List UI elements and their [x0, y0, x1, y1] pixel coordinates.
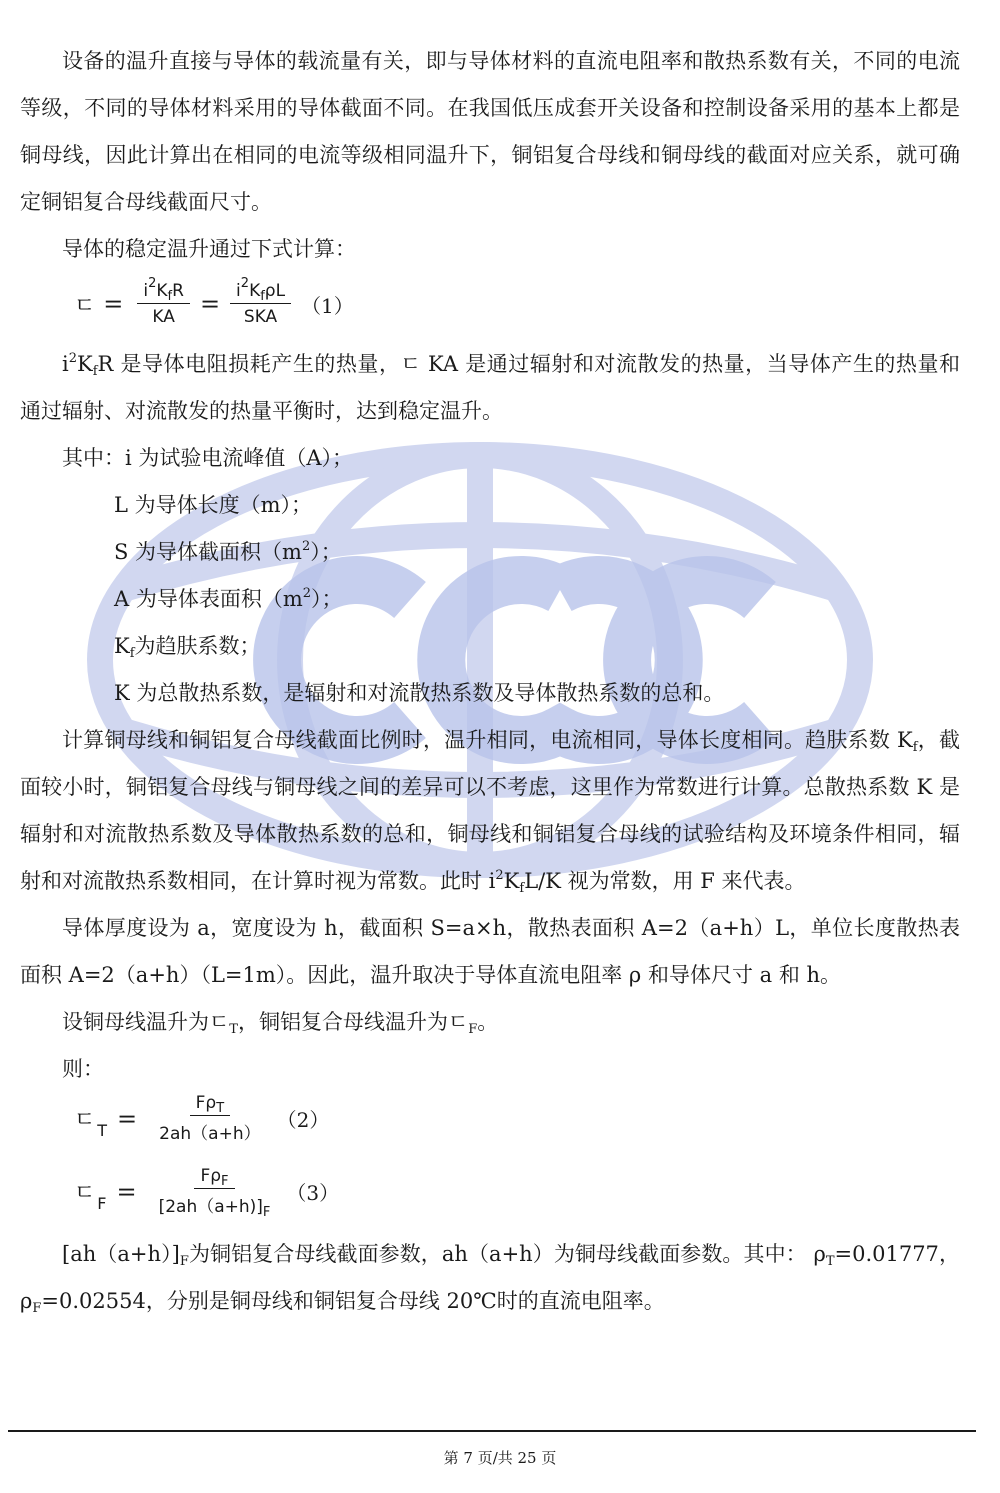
paragraph-intro: 设备的温升直接与导体的载流量有关，即与导体材料的直流电阻率和散热系数有关，不同的电流等级，不同的导体材料采用的导体截面不同。在我国低压成套开关设备和控制设备采用的基本上都是铜母线，因此计算出在相同的电流等级相同温升下，铜铝复合母线和铜母线的截面对应关系，就可确定铜铝复合母线截面尺寸。: [20, 49, 960, 214]
page-number: 第 7 页/共 25 页: [443, 1449, 557, 1467]
fraction-numerator: $i^2K_fR$: [137, 281, 190, 304]
tau-subscript: T: [97, 1121, 108, 1140]
fraction-1: [137, 276, 190, 327]
paragraph-then: 则：: [62, 1057, 104, 1081]
equation-2: [20, 1093, 960, 1144]
definition-a: A 为导体表面积$(m^2)$；: [114, 586, 343, 611]
tau-subscript: F: [97, 1194, 107, 1213]
equation-number: （1）: [301, 293, 354, 318]
fraction-2: [230, 276, 291, 327]
definition-s: S 为导体截面积$(m^2)$；: [114, 539, 342, 564]
equation-1: [20, 276, 960, 327]
footer-divider: [8, 1430, 976, 1432]
equation-number: （3）: [286, 1181, 340, 1205]
equals-sign: =: [199, 290, 221, 318]
fraction-denominator: $[2ah(a+h)]_F$: [158, 1197, 271, 1220]
equation-number: （2）: [276, 1108, 330, 1132]
definition-k: K 为总散热系数，是辐射和对流散热系数及导体散热系数的总和。: [114, 681, 725, 705]
equals-sign: =: [103, 290, 124, 318]
definition-kf: $K_f$为趋肤系数；: [114, 634, 261, 661]
paragraph-dimensions: 导体厚度设为 a，宽度设为 h，截面积 S=a×h，散热表面积 A=2（a+h）L，单位长度散热表面积 A=2（a+h）（L=1m）。因此，温升取决于导体直流电阻率 ρ 和导体尺寸 a 和 h。: [20, 916, 960, 987]
fraction-eq3: [153, 1166, 277, 1220]
paragraph-where: 其中：i 为试验电流峰值（A）；: [62, 446, 354, 470]
fraction-numerator: $F\rho_T$: [190, 1093, 231, 1116]
fraction-numerator: $F\rho_F$: [194, 1166, 234, 1189]
tau-symbol: ㄷ: [74, 293, 96, 319]
paragraph-formula-intro: 导体的稳定温升通过下式计算：: [62, 237, 356, 261]
fraction-eq2: [153, 1093, 266, 1144]
tau-symbol: ㄷ: [74, 1181, 96, 1206]
fraction-numerator: $i^2K_f\rho L$: [230, 281, 291, 304]
paragraph-heat-balance: $i^2K_fR$ 是导体电阻损耗产生的热量，ㄷ KA 是通过辐射和对流散发的热量，当导体产生的热量和通过辐射、对流散发的热量平衡时，达到稳定温升。: [20, 351, 960, 423]
paragraph-section-params: $[ah(a+h)]_F$为铜铝复合母线截面参数，ah（a+h）为铜母线截面参数。其中： $\rho_T=0.01777$，$\rho_F=0.02554$，分别是铜母线和铜铝复合母线 20℃时的直流电阻率。: [20, 1242, 960, 1316]
document-body: [20, 38, 960, 1325]
paragraph-temp-rise-def: 设铜母线温升为ㄷ$_T$，铜铝复合母线温升为ㄷ$_F$。: [62, 1010, 499, 1037]
fraction-denominator: SKA: [243, 307, 278, 327]
equals-sign: =: [117, 1104, 138, 1133]
tau-symbol: ㄷ: [74, 1108, 96, 1133]
paragraph-ratio-calc: 计算铜母线和铜铝复合母线截面比例时，温升相同，电流相同，导体长度相同。趋肤系数 $K_f$，截面较小时，铜铝复合母线与铜母线之间的差异可以不考虑，这里作为常数进行计算。总散热系数 K 是辐射和对流散热系数及导体散热系数的总和，铜母线和铜铝复合母线的试验结构及环境条件相同，辐射和对流散热系数相同，在计算时视为常数。此时 $i^2K_fL/K$ 视为常数，用 F 来代表。: [20, 728, 960, 896]
fraction-denominator: KA: [152, 307, 175, 327]
equals-sign: =: [116, 1177, 137, 1206]
definition-l: L 为导体长度（m）；: [114, 493, 313, 517]
fraction-denominator: 2ah（a+h）: [159, 1124, 261, 1144]
equation-3: [20, 1166, 960, 1220]
